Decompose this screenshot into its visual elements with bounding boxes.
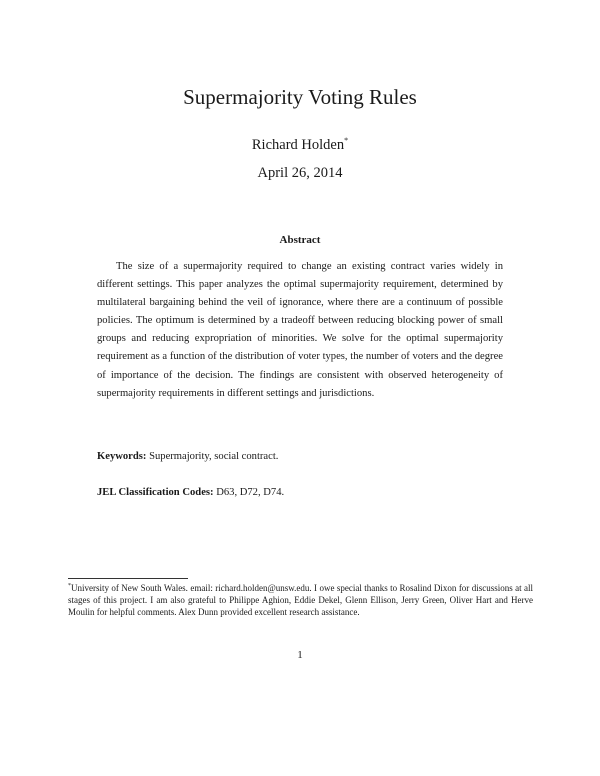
paper-title: Supermajority Voting Rules (183, 85, 417, 109)
footnote-text: University of New South Wales. email: richard.holden@unsw.edu. I owe special thanks to Rosalind Dixon for discussions at all stages of this project. I am also grateful to Philippe Aghion, Eddie Dekel, Glenn Ellison, Jerry Green, Oliver Hart and Herve Moulin for helpful comments. Alex Dunn provided excellent research assistance. (68, 583, 533, 617)
footnote-mark: * (68, 583, 71, 589)
jel-codes-label: JEL Classification Codes: (97, 487, 214, 498)
author-footnote-mark: * (344, 136, 349, 145)
keywords-label: Keywords: (97, 451, 147, 462)
abstract-body: The size of a supermajority required to change an existing contract varies widely in different settings. This paper analyzes the optimal supermajority requirement, determined by multilateral bargaining behind the veil of ignorance, where there are a continuum of possible policies. The optimum is determined by a tradeoff between reducing blocking power of small groups and reducing expropriation of minorities. We solve for the optimal supermajority requirement as a function of the distribution of voter types, the number of voters and the degree of importance of the decision. The findings are consistent with observed heterogeneity of supermajority requirements in different settings and jurisdictions. (97, 261, 503, 399)
author-line (0, 132, 600, 154)
jel-codes-value: D63, D72, D74. (213, 487, 285, 498)
keywords-line (97, 450, 503, 464)
page-number: 1 (297, 649, 303, 661)
author-footnote (68, 581, 533, 618)
abstract-heading: Abstract (279, 234, 321, 246)
paper-date: April 26, 2014 (257, 165, 343, 181)
jel-codes-line (97, 486, 503, 500)
keywords-value: Supermajority, social contract. (146, 451, 279, 462)
footnote-divider (68, 578, 188, 579)
author-name: Richard Holden (251, 137, 345, 153)
